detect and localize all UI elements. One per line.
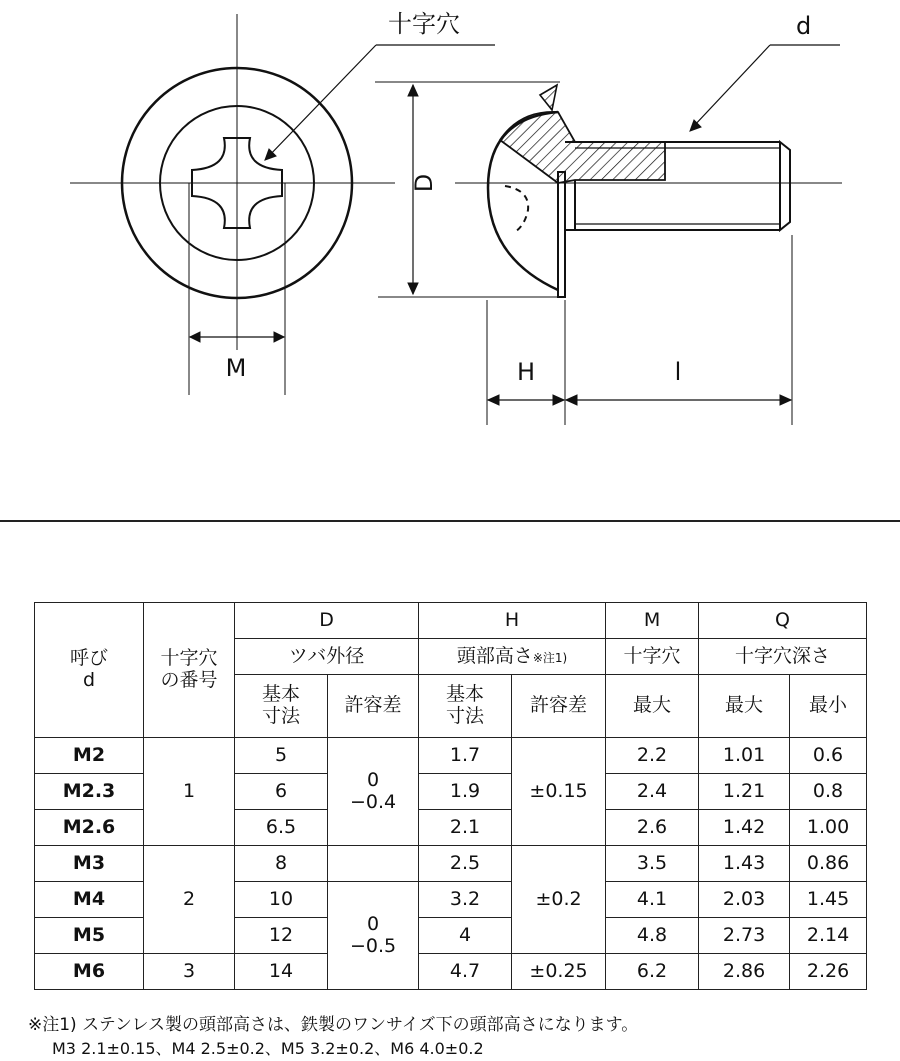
table-row: M4 10 0 −0.5 3.2 4.1 2.03 1.45: [35, 882, 867, 918]
D-tolerance: 0 −0.5: [328, 882, 419, 990]
D-tolerance-blank: [328, 846, 419, 882]
footnote-line-2: M3 2.1±0.15、M4 2.5±0.2、M5 3.2±0.2、M6 4.0±0.2: [52, 1039, 484, 1058]
d-label: d: [796, 12, 812, 40]
H-tolerance: ±0.2: [512, 846, 606, 954]
header-H: H: [419, 603, 606, 639]
header-H-basic: 基本 寸法: [419, 675, 512, 738]
table-row: M3 2 8 2.5 ±0.2 3.5 1.43 0.86: [35, 846, 867, 882]
H-tolerance: ±0.25: [512, 954, 606, 990]
table-row: M6 3 14 4.7 ±0.25 6.2 2.86 2.26: [35, 954, 867, 990]
header-Q-min: 最小: [790, 675, 867, 738]
cross-group: 3: [144, 954, 235, 990]
H-tolerance: ±0.15: [512, 738, 606, 846]
header-nominal: 呼び d: [35, 603, 144, 738]
D-tolerance: 0 −0.4: [328, 738, 419, 846]
side-view: [375, 45, 842, 425]
section-divider: [0, 520, 900, 522]
header-D-tol: 許容差: [328, 675, 419, 738]
header-H-tol: 許容差: [512, 675, 606, 738]
header-M-sub: 十字穴: [606, 639, 699, 675]
table-row: M5 12 4 4.8 2.73 2.14: [35, 918, 867, 954]
cross-hole-label: 十字穴: [388, 10, 460, 38]
header-Q: Q: [699, 603, 867, 639]
H-label: H: [516, 358, 536, 386]
header-Q-max: 最大: [699, 675, 790, 738]
D-label: D: [410, 173, 438, 193]
header-cross-no: 十字穴 の番号: [144, 603, 235, 738]
front-view: [70, 14, 495, 395]
header-M-max: 最大: [606, 675, 699, 738]
cross-group: 1: [144, 738, 235, 846]
footnote-line-1: ※注1) ステンレス製の頭部高さは、鉄製のワンサイズ下の頭部高さになります。: [28, 1015, 639, 1035]
table-row: M2.3 6 1.9 2.4 1.21 0.8: [35, 774, 867, 810]
header-H-sub: 頭部高さ※注1): [419, 639, 606, 675]
header-M: M: [606, 603, 699, 639]
M-label: M: [225, 354, 247, 382]
screw-technical-drawing: [0, 0, 900, 520]
header-D-sub: ツバ外径: [235, 639, 419, 675]
header-D-basic: 基本 寸法: [235, 675, 328, 738]
table-row: M2.6 6.5 2.1 2.6 1.42 1.00: [35, 810, 867, 846]
header-Q-sub: 十字穴深さ: [699, 639, 867, 675]
header-D: D: [235, 603, 419, 639]
l-label: l: [674, 358, 682, 386]
table-row: M2 1 5 0 −0.4 1.7 ±0.15 2.2 1.01 0.6: [35, 738, 867, 774]
cross-group: 2: [144, 846, 235, 954]
dimension-table: [34, 602, 867, 990]
